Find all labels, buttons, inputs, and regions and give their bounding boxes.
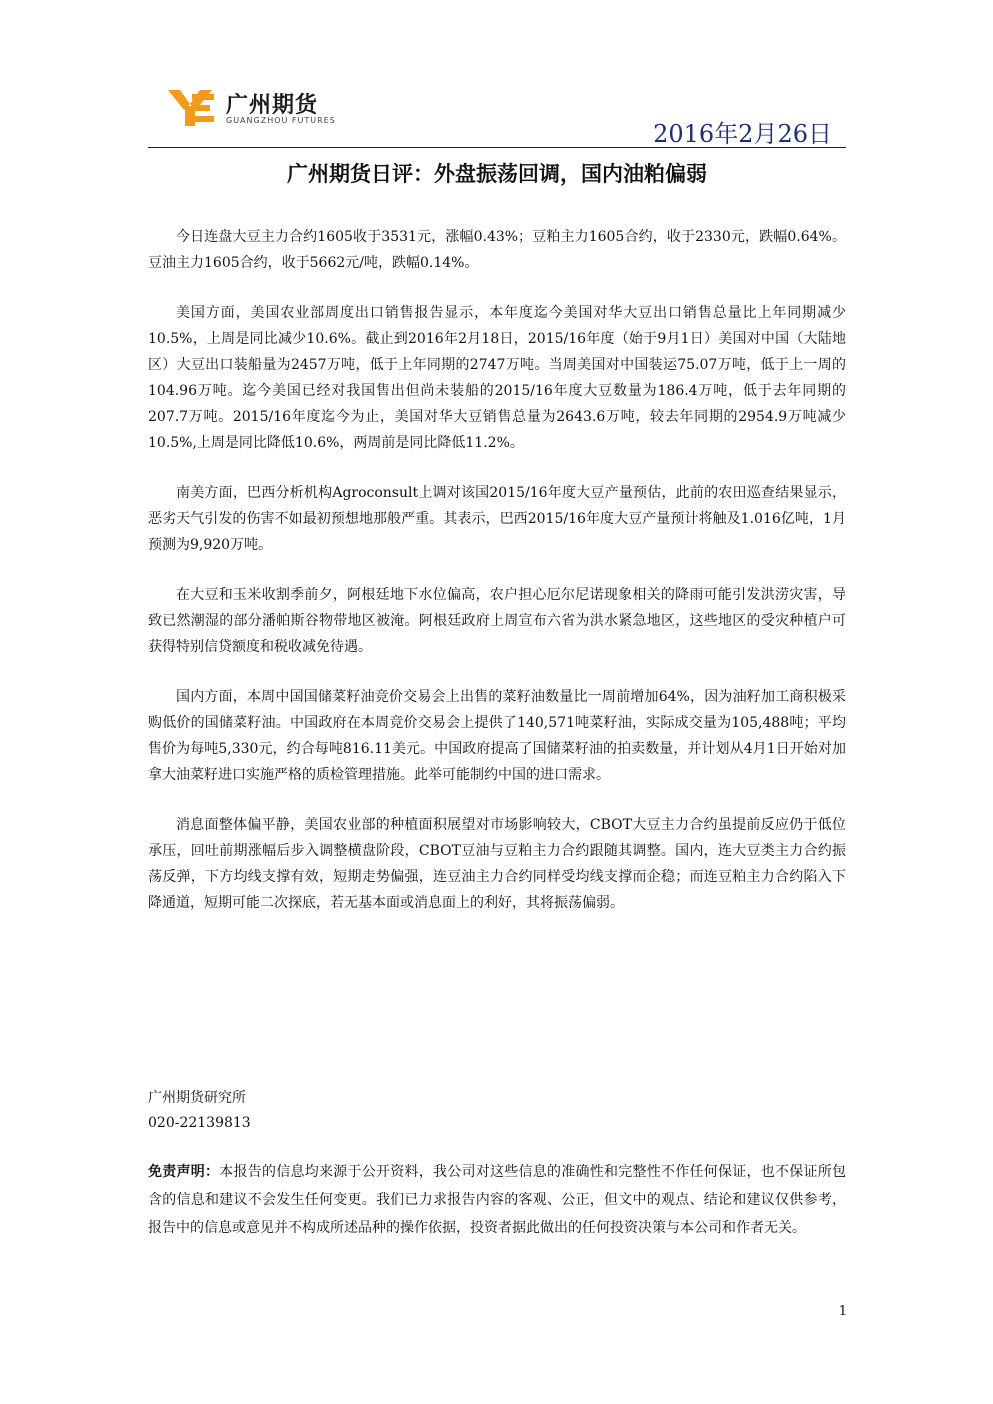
company-logo — [168, 88, 338, 128]
report-footer — [148, 1086, 846, 1136]
logo-mark-icon — [168, 88, 220, 128]
report-header — [148, 82, 846, 148]
paragraph: 美国方面，美国农业部周度出口销售报告显示，本年度迄今美国对华大豆出口销售总量比上年同期减少10.5%，上周是同比减少10.6%。截止到2016年2月18日，2015/16年度（始于9月1日）美国对中国（大陆地区）大豆出口装船量为2457万吨，低于上年同期的2747万吨。当周美国对中国装运75.07万吨，低于上一周的104.96万吨。迄今美国已经对我国售出但尚未装船的2015/16年度大豆数量为186.4万吨，低于去年同期的207.7万吨。2015/16年度迄今为止，美国对华大豆销售总量为2643.6万吨，较去年同期的2954.9万吨减少10.5%,上周是同比降低10.6%，两周前是同比降低11.2%。 — [148, 305, 846, 451]
paragraph: 今日连盘大豆主力合约1605收于3531元，涨幅0.43%；豆粕主力1605合约，收于2330元，跌幅0.64%。豆油主力1605合约，收于5662元/吨，跌幅0.14%。 — [148, 229, 846, 271]
disclaimer-label: 免责声明： — [148, 1164, 220, 1180]
disclaimer — [148, 1158, 846, 1242]
paragraph: 在大豆和玉米收割季前夕，阿根廷地下水位偏高，农户担心厄尔尼诺现象相关的降雨可能引发洪涝灾害，导致已然潮湿的部分潘帕斯谷物带地区被淹。阿根廷政府上周宣布六省为洪水紧急地区，这些地区的受灾种植户可获得特别信贷额度和税收减免待遇。 — [148, 587, 846, 655]
report-date: 2016年2月26日 — [653, 120, 832, 148]
logo-text-cn: 广州期货 — [226, 93, 319, 118]
paragraph: 南美方面，巴西分析机构Agroconsult上调对该国2015/16年度大豆产量预估，此前的农田巡查结果显示，恶劣天气引发的伤害不如最初预想地那般严重。其表示，巴西2015/16年度大豆产量预计将触及1.016亿吨，1月预测为9,920万吨。 — [148, 485, 846, 553]
paragraph: 消息面整体偏平静，美国农业部的种植面积展望对市场影响较大，CBOT大豆主力合约虽提前反应仍于低位承压，回吐前期涨幅后步入调整横盘阶段，CBOT豆油与豆粕主力合约跟随其调整。国内，连大豆类主力合约振荡反弹，下方均线支撑有效，短期走势偏强，连豆油主力合约同样受均线支撑而企稳；而连豆粕主力合约陷入下降通道，短期可能二次探底，若无基本面或消息面上的利好，其将振荡偏弱。 — [148, 817, 846, 911]
page-number: 1 — [838, 1304, 847, 1319]
contact-phone: 020-22139813 — [148, 1115, 251, 1131]
header-divider — [148, 147, 846, 148]
report-body — [148, 224, 846, 940]
report-title: 广州期货日评：外盘振荡回调，国内油粕偏弱 — [287, 162, 707, 186]
logo-text-en: GUANGZHOU FUTURES — [226, 116, 336, 125]
paragraph: 国内方面，本周中国国储菜籽油竞价交易会上出售的菜籽油数量比一周前增加64%，因为油籽加工商积极采购低价的国储菜籽油。中国政府在本周竞价交易会上提供了140,571吨菜籽油，实际成交量为105,488吨；平均售价为每吨5,330元，约合每吨816.11美元。中国政府提高了国储菜籽油的拍卖数量，并计划从4月1日开始对加拿大油菜籽进口实施严格的质检管理措施。此举可能制约中国的进口需求。 — [148, 689, 846, 783]
disclaimer-text: 本报告的信息均来源于公开资料，我公司对这些信息的准确性和完整性不作任何保证，也不保证所包含的信息和建议不会发生任何变更。我们已力求报告内容的客观、公正，但文中的观点、结论和建议仅供参考，报告中的信息或意见并不构成所述品种的操作依据，投资者据此做出的任何投资决策与本公司和作者无关。 — [148, 1164, 846, 1236]
research-institute: 广州期货研究所 — [148, 1090, 246, 1106]
